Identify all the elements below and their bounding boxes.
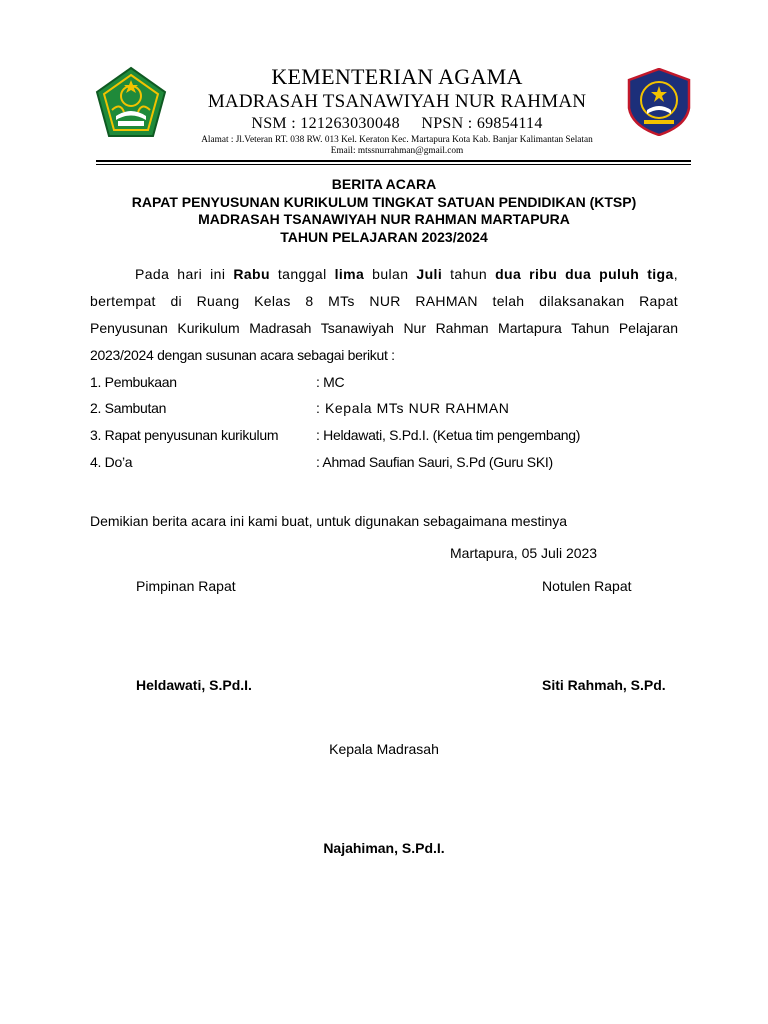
signature-principal-block (0, 840, 768, 856)
ministry-name: KEMENTERIAN AGAMA (271, 64, 523, 89)
place-date: Martapura, 05 Juli 2023 (450, 545, 598, 561)
document-school-line: MADRASAH TSANAWIYAH NUR RAHMAN MARTAPURA (198, 211, 570, 227)
paragraph-line-3: Penyusunan Kurikulum Madrasah Tsanawiyah Nur Rahman Martapura Tahun Pelajaran (90, 320, 678, 336)
closing-statement: Demikian berita acara ini kami buat, untuk digunakan sebagaimana mestinya (90, 513, 568, 529)
document-year-line: TAHUN PELAJARAN 2023/2024 (280, 229, 488, 245)
paragraph-line-1 (90, 266, 678, 282)
agenda-item-label: 1. Pembukaan (90, 374, 177, 390)
paragraph-text: tanggal (269, 266, 335, 282)
signature-name-notetaker: Siti Rahmah, S.Pd. (542, 677, 666, 693)
paragraph-text: Pada hari ini (135, 266, 234, 282)
meeting-month: Juli (416, 266, 443, 282)
school-email: Email: mtssnurrahman@gmail.com (330, 146, 464, 156)
ministry-emblem-icon (94, 66, 168, 140)
signature-role-principal: Kepala Madrasah (329, 741, 439, 757)
agenda-item-value: : Heldawati, S.Pd.I. (Ketua tim pengembang) (316, 427, 581, 443)
school-name: MADRASAH TSANAWIYAH NUR RAHMAN (207, 91, 587, 112)
paragraph-text: , (673, 266, 678, 282)
agenda-item-value: : MC (316, 374, 345, 390)
signature-role-notetaker: Notulen Rapat (542, 578, 632, 594)
signature-role-chair: Pimpinan Rapat (136, 578, 236, 594)
meeting-date: lima (334, 266, 365, 282)
letterhead-rule-thick (96, 160, 691, 162)
document-subtitle: RAPAT PENYUSUNAN KURIKULUM TINGKAT SATUAN PENDIDIKAN (KTSP) (131, 194, 637, 210)
paragraph-line-2: bertempat di Ruang Kelas 8 MTs NUR RAHMAN telah dilaksanakan Rapat (90, 293, 678, 309)
paragraph-text: bulan (364, 266, 417, 282)
meeting-year: dua ribu dua puluh tiga (495, 266, 674, 282)
paragraph-line-4: 2023/2024 dengan susunan acara sebagai berikut : (90, 347, 395, 363)
meeting-day: Rabu (233, 266, 270, 282)
agenda-item-label: 4. Do’a (90, 454, 133, 470)
school-emblem-icon (626, 68, 692, 136)
signature-name-principal: Najahiman, S.Pd.I. (323, 840, 445, 856)
letterhead-rule-thin (96, 164, 691, 165)
school-address: Alamat : Jl.Veteran RT. 038 RW. 013 Kel. Keraton Kec. Martapura Kota Kab. Banjar Kalimantan Selatan (201, 135, 593, 145)
document-title: BERITA ACARA (331, 176, 437, 192)
signature-name-chair: Heldawati, S.Pd.I. (136, 677, 252, 693)
school-ids: NSM : 121263030048 NPSN : 69854114 (251, 115, 543, 132)
agenda-item-value: : Ahmad Saufian Sauri, S.Pd (Guru SKI) (316, 454, 553, 470)
paragraph-text: tahun (442, 266, 496, 282)
agenda-item-label: 3. Rapat penyusunan kurikulum (90, 427, 279, 443)
agenda-item-label: 2. Sambutan (90, 400, 167, 416)
agenda-item-value: : Kepala MTs NUR RAHMAN (316, 400, 510, 416)
